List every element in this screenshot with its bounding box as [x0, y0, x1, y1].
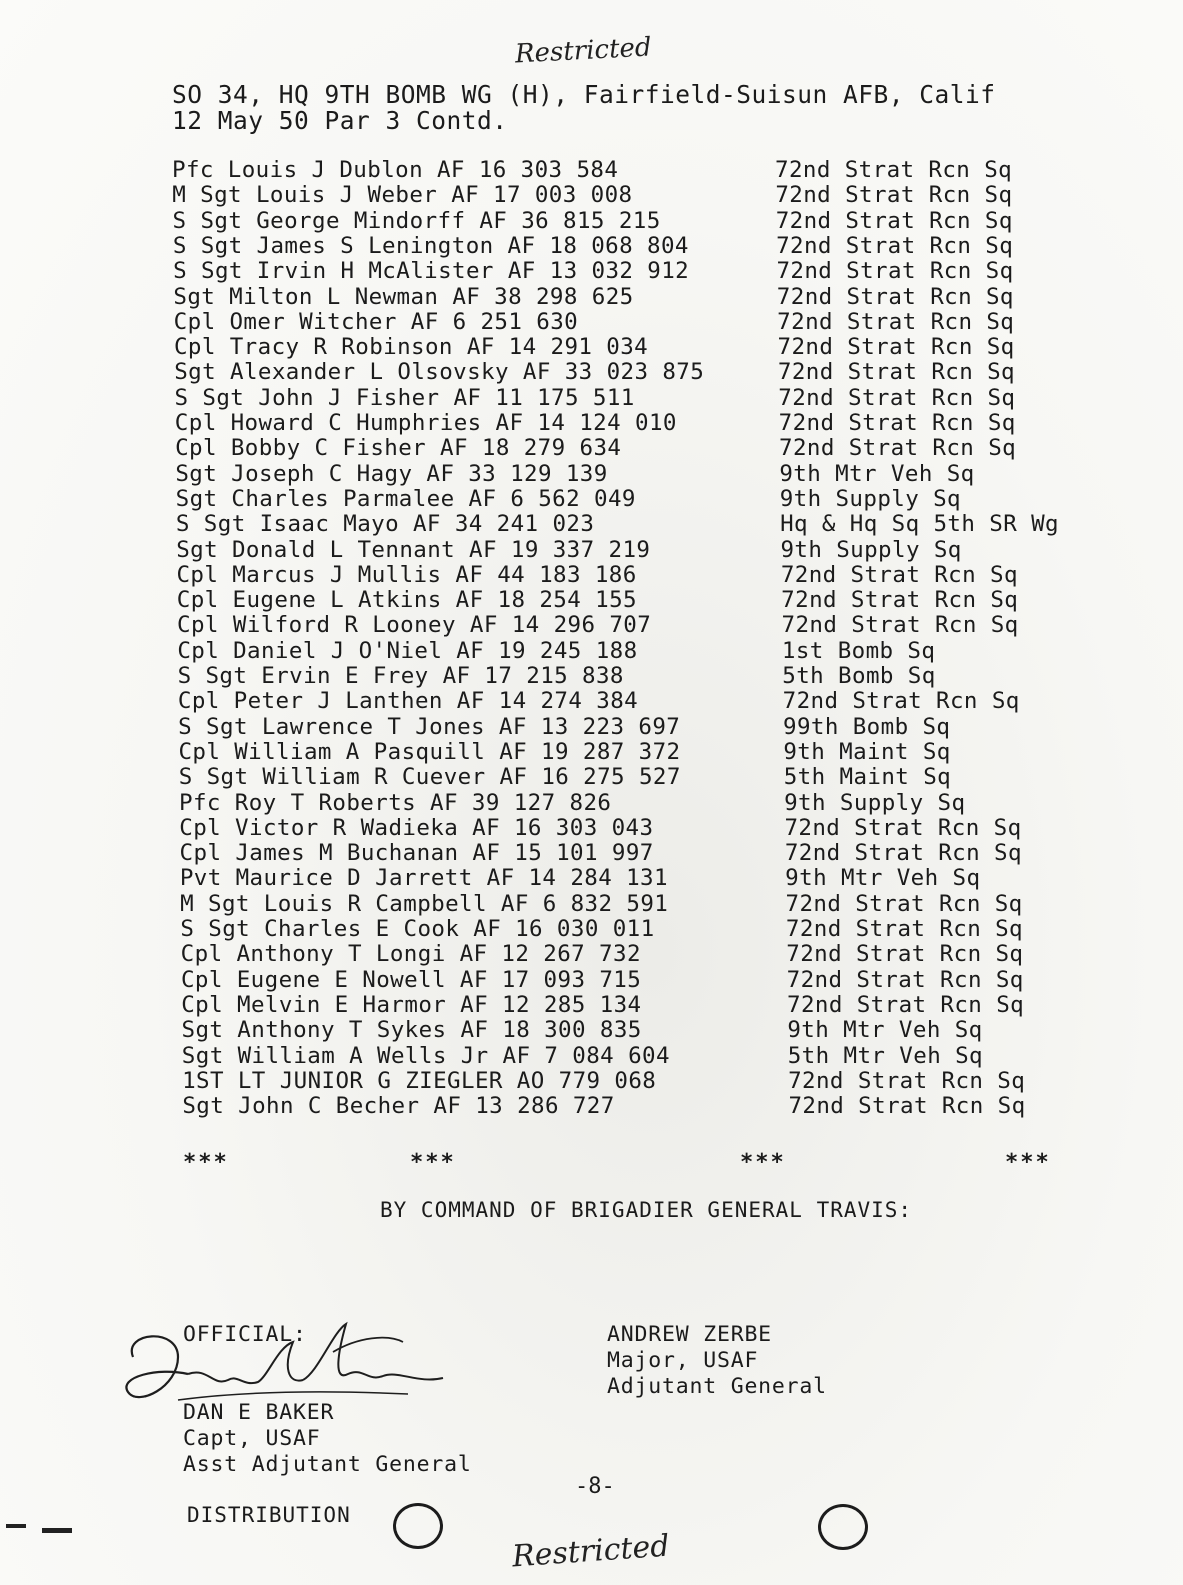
separator-stars: *** — [410, 1150, 456, 1175]
roster-name: S Sgt John J Fisher AF 11 175 511 — [174, 384, 635, 411]
roster-unit: 72nd Strat Rcn Sq — [788, 1067, 1026, 1094]
roster-unit: 72nd Strat Rcn Sq — [776, 258, 1014, 285]
roster-unit: 72nd Strat Rcn Sq — [775, 157, 1013, 183]
roster-name: Cpl Victor R Wadieka AF 16 303 043 — [179, 814, 654, 841]
roster-name: Cpl Bobby C Fisher AF 18 279 634 — [175, 435, 622, 462]
order-header-line-1: SO 34, HQ 9TH BOMB WG (H), Fairfield-Suisun AFB, Calif — [172, 80, 996, 109]
roster-name: Pvt Maurice D Jarrett AF 14 284 131 — [179, 865, 668, 892]
roster-unit: 72nd Strat Rcn Sq — [787, 991, 1025, 1018]
roster-name: Sgt Milton L Newman AF 38 298 625 — [173, 283, 634, 310]
roster-row — [174, 359, 1094, 384]
roster-name: S Sgt Irvin H McAlister AF 13 032 912 — [173, 258, 690, 285]
roster-unit: 72nd Strat Rcn Sq — [785, 916, 1023, 942]
roster-name: Cpl Eugene E Nowell AF 17 093 715 — [180, 966, 642, 993]
roster-name: Sgt Charles Parmalee AF 6 562 049 — [175, 485, 636, 512]
roster-unit: 9th Supply Sq — [779, 485, 962, 512]
official-title: Asst Adjutant General — [183, 1452, 472, 1477]
roster-name: M Sgt Louis R Campbell AF 6 832 591 — [180, 890, 669, 917]
roster-row — [177, 612, 1097, 637]
roster-unit: 5th Maint Sq — [783, 764, 952, 791]
signatory-block — [607, 1322, 827, 1400]
roster-unit: 72nd Strat Rcn Sq — [777, 359, 1015, 386]
roster-name: S Sgt Ervin E Frey AF 17 215 838 — [177, 663, 624, 689]
separator-stars: *** — [1005, 1150, 1051, 1175]
official-signature-block — [183, 1322, 472, 1478]
roster-unit: 72nd Strat Rcn Sq — [778, 410, 1016, 436]
roster-row — [182, 1017, 1102, 1042]
hole-punch-right — [818, 1504, 868, 1550]
roster-name: Cpl Melvin E Harmor AF 12 285 134 — [181, 991, 642, 1018]
roster-unit: 9th Supply Sq — [780, 536, 962, 563]
roster-name: Pfc Louis J Dublon AF 16 303 584 — [172, 157, 619, 183]
roster-unit: 72nd Strat Rcn Sq — [786, 941, 1024, 968]
restricted-stamp-bottom: Restricted — [510, 1528, 671, 1575]
hole-punch-left — [393, 1503, 443, 1549]
roster-name: S Sgt James S Lenington AF 18 068 804 — [172, 232, 689, 259]
roster-name: Cpl Marcus J Mullis AF 44 183 186 — [176, 561, 637, 588]
roster-unit: 5th Mtr Veh Sq — [787, 1042, 983, 1069]
roster-unit: 9th Maint Sq — [783, 738, 951, 765]
roster-unit: 72nd Strat Rcn Sq — [776, 232, 1014, 259]
roster-unit: 5th Bomb Sq — [782, 663, 936, 689]
roster-unit: 72nd Strat Rcn Sq — [784, 840, 1022, 867]
roster-name: 1ST LT JUNIOR G ZIEGLER AO 779 068 — [182, 1067, 657, 1094]
roster-row — [178, 714, 1098, 739]
roster-name: Cpl William A Pasquill AF 19 287 372 — [178, 738, 681, 765]
roster-row — [173, 284, 1093, 309]
roster-name: Cpl Eugene L Atkins AF 18 254 155 — [176, 587, 637, 614]
roster-row — [177, 587, 1097, 612]
official-rank: Capt, USAF — [183, 1426, 321, 1451]
roster-row — [182, 1093, 1102, 1118]
roster-row — [182, 1043, 1102, 1068]
roster-name: Cpl Omer Witcher AF 6 251 630 — [173, 308, 579, 335]
roster-row — [173, 258, 1093, 283]
signatory-name: ANDREW ZERBE — [607, 1322, 772, 1347]
roster-name: S Sgt George Mindorff AF 36 815 215 — [172, 207, 661, 234]
roster-name: Pfc Roy T Roberts AF 39 127 826 — [179, 789, 612, 816]
roster-row — [182, 1068, 1102, 1093]
roster-row — [181, 967, 1101, 992]
roster-unit: 72nd Strat Rcn Sq — [776, 283, 1014, 310]
roster-name: S Sgt Lawrence T Jones AF 13 223 697 — [178, 713, 681, 740]
signatory-title: Adjutant General — [607, 1374, 827, 1399]
roster-name: Sgt Anthony T Sykes AF 18 300 835 — [181, 1017, 642, 1044]
roster-unit: 1st Bomb Sq — [781, 637, 936, 664]
roster-name: Sgt William A Wells Jr AF 7 084 604 — [181, 1042, 670, 1069]
official-label: OFFICIAL: — [183, 1322, 307, 1347]
roster-row — [176, 511, 1096, 536]
roster-unit: 72nd Strat Rcn Sq — [779, 435, 1017, 462]
roster-unit: 72nd Strat Rcn Sq — [781, 587, 1019, 614]
roster-unit: 72nd Strat Rcn Sq — [782, 688, 1020, 715]
roster-row — [176, 562, 1096, 587]
roster-row — [180, 891, 1100, 916]
roster-row — [174, 334, 1094, 359]
separator-stars: *** — [740, 1150, 786, 1175]
roster-unit: 72nd Strat Rcn Sq — [778, 384, 1016, 411]
roster-row — [181, 992, 1101, 1017]
distribution-label: DISTRIBUTION — [187, 1503, 351, 1527]
roster-unit: 72nd Strat Rcn Sq — [788, 1093, 1026, 1120]
roster-unit: 72nd Strat Rcn Sq — [784, 814, 1022, 841]
roster-unit: 9th Mtr Veh Sq — [785, 865, 981, 892]
roster-row — [180, 916, 1100, 941]
roster-row — [175, 461, 1095, 486]
roster-unit: 72nd Strat Rcn Sq — [781, 612, 1019, 639]
roster-name: M Sgt Louis J Weber AF 17 003 008 — [172, 182, 633, 209]
roster-name: Cpl Daniel J O'Niel AF 19 245 188 — [177, 637, 638, 664]
roster-unit: 72nd Strat Rcn Sq — [785, 890, 1023, 917]
margin-mark — [42, 1528, 72, 1533]
roster-row — [173, 208, 1093, 233]
roster-name: Cpl James M Buchanan AF 15 101 997 — [179, 840, 654, 867]
roster-unit: 9th Mtr Veh Sq — [779, 460, 975, 487]
roster-name: Cpl Tracy R Robinson AF 14 291 034 — [173, 334, 649, 361]
roster-name: Cpl Howard C Humphries AF 14 124 010 — [174, 410, 677, 436]
roster-row — [177, 638, 1097, 663]
page-number: -8- — [575, 1474, 615, 1499]
roster-row — [172, 157, 1092, 182]
roster-name: S Sgt William R Cuever AF 16 275 527 — [178, 764, 681, 791]
restricted-stamp-top: Restricted — [514, 32, 653, 70]
roster-row — [180, 865, 1100, 890]
roster-name: Cpl Wilford R Looney AF 14 296 707 — [177, 612, 652, 639]
roster-row — [178, 663, 1098, 688]
roster-name: Sgt Donald L Tennant AF 19 337 219 — [176, 536, 651, 563]
roster-row — [178, 739, 1098, 764]
margin-mark — [6, 1524, 26, 1528]
roster-row — [179, 790, 1099, 815]
official-name: DAN E BAKER — [183, 1400, 335, 1425]
roster-name: Cpl Anthony T Longi AF 12 267 732 — [180, 941, 641, 968]
roster-row — [175, 410, 1095, 435]
roster-unit: 72nd Strat Rcn Sq — [777, 308, 1015, 335]
order-header-line-2: 12 May 50 Par 3 Contd. — [172, 106, 508, 135]
roster-unit: 72nd Strat Rcn Sq — [780, 561, 1018, 588]
roster-row — [179, 815, 1099, 840]
roster-unit: 72nd Strat Rcn Sq — [777, 334, 1015, 361]
roster-row — [181, 941, 1101, 966]
roster-unit: 72nd Strat Rcn Sq — [775, 207, 1013, 234]
command-line: BY COMMAND OF BRIGADIER GENERAL TRAVIS: — [380, 1198, 913, 1222]
separator-stars: *** — [183, 1150, 229, 1175]
roster-unit: 9th Supply Sq — [784, 789, 966, 816]
roster-name: Cpl Peter J Lanthen AF 14 274 384 — [177, 688, 639, 715]
signatory-rank: Major, USAF — [607, 1348, 759, 1373]
roster-name: S Sgt Charles E Cook AF 16 030 011 — [180, 916, 655, 942]
roster-row — [176, 486, 1096, 511]
roster-row — [178, 688, 1098, 713]
roster-row — [175, 385, 1095, 410]
roster-row — [179, 764, 1099, 789]
roster-unit: Hq & Hq Sq 5th SR Wg — [780, 511, 1060, 538]
roster-row — [173, 233, 1093, 258]
roster-unit: 99th Bomb Sq — [783, 713, 951, 740]
roster-row — [180, 840, 1100, 865]
roster-unit: 9th Mtr Veh Sq — [787, 1017, 983, 1044]
roster-row — [176, 537, 1096, 562]
roster-name: Sgt Joseph C Hagy AF 33 129 139 — [175, 460, 608, 487]
roster-name: Sgt Alexander L Olsovsky AF 33 023 875 — [174, 359, 705, 386]
roster-name: S Sgt Isaac Mayo AF 34 241 023 — [175, 511, 595, 538]
roster-unit: 72nd Strat Rcn Sq — [786, 966, 1024, 993]
roster-row — [174, 309, 1094, 334]
roster-unit: 72nd Strat Rcn Sq — [775, 182, 1013, 209]
roster-row — [172, 182, 1092, 207]
roster-name: Sgt John C Becher AF 13 286 727 — [182, 1093, 615, 1120]
roster-row — [175, 435, 1095, 460]
